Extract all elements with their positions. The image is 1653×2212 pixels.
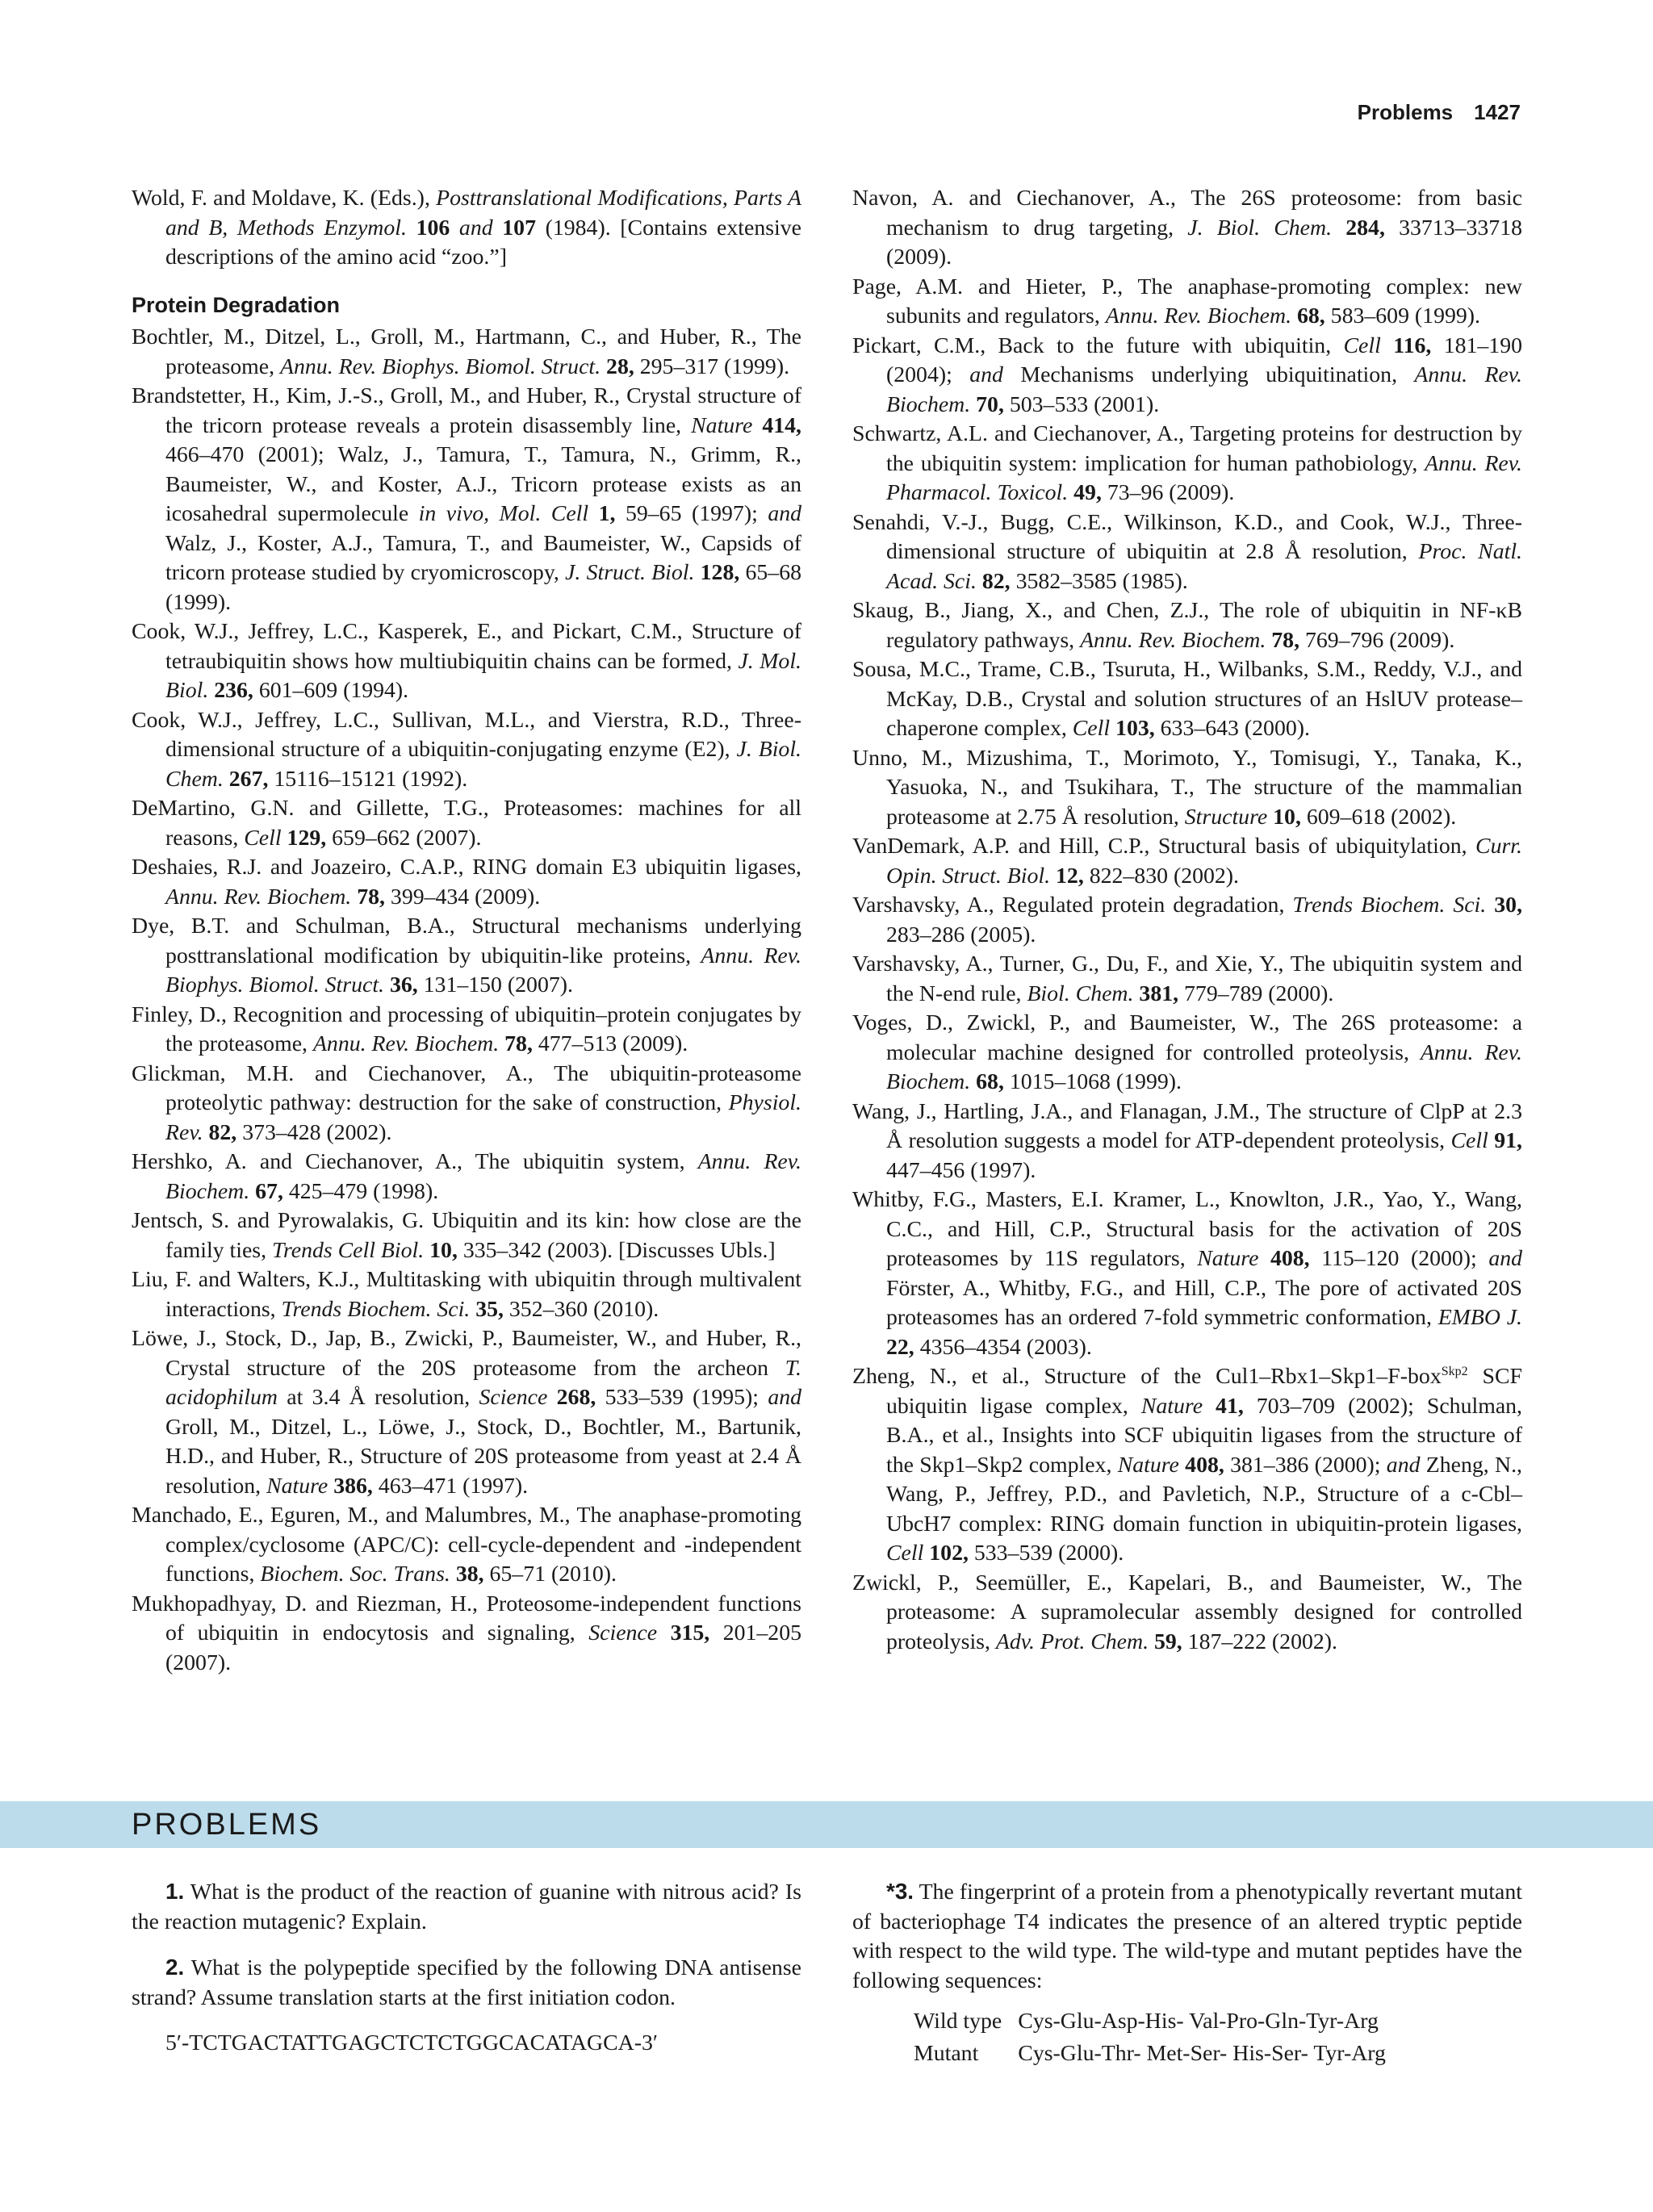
reference-text: and	[969, 362, 1003, 387]
reference-text: 102,	[929, 1541, 969, 1566]
reference-text: 30,	[1494, 893, 1523, 918]
reference-text: Annu. Rev. Biochem.	[312, 1031, 500, 1056]
reference-text: 68,	[976, 1069, 1004, 1094]
reference-text: Förster, A., Whitby, F.G., and Hill, C.P., The pore of activated 20S proteasomes has an ordered 7-fold symmetric conformation,	[886, 1275, 1522, 1330]
reference-text: 352–360 (2010).	[503, 1296, 659, 1322]
reference-entry	[132, 1060, 801, 1148]
reference-text: 283–286 (2005).	[886, 922, 1036, 947]
reference-text: 15116–15121 (1992).	[268, 766, 468, 792]
reference-text: 408,	[1185, 1452, 1224, 1478]
reference-text: Wang, J., Hartling, J.A., and Flanagan, J.M., The structure of ClpP at 2.3 Å resolution suggests a model for ATP-dependent proteolysis,	[852, 1098, 1522, 1153]
reference-text: 36,	[389, 972, 418, 997]
reference-text: 103,	[1115, 716, 1155, 741]
reference-text: Curr. Opin. Struct. Biol.	[886, 834, 1522, 889]
reference-text: 503–533 (2001).	[1003, 391, 1160, 417]
reference-text	[1149, 1629, 1154, 1654]
problem-3-number: *3.	[886, 1879, 914, 1904]
reference-text: 12,	[1056, 863, 1084, 889]
reference-entry	[132, 617, 801, 706]
reference-text: VanDemark, A.P. and Hill, C.P., Structural basis of ubiquitylation,	[852, 834, 1476, 859]
reference-text: 399–434 (2009).	[384, 884, 541, 909]
reference-text: Walz, J., Koster, A.J., Tamura, T., and Baumeister, W., Capsids of tricorn protease studied by cryomicroscopy,	[165, 530, 801, 585]
reference-text: in vivo, Mol. Cell	[418, 501, 589, 526]
reference-text: 22,	[886, 1334, 914, 1360]
reference-text: Nature	[1117, 1452, 1179, 1478]
reference-text: Trends Biochem. Sci.	[1292, 893, 1487, 918]
reference-text	[1291, 303, 1297, 328]
reference-text: Groll, M., Ditzel, L., Löwe, J., Stock, D., Bochtler, M., Bartunik, H.D., and Huber, R., Structure of 20S proteasome from yeast at 2.4 Å resolution,	[165, 1414, 801, 1499]
reference-text: 381–386 (2000);	[1224, 1452, 1387, 1478]
reference-text: Jentsch, S. and Pyrowalakis, G. Ubiquitin and its kin: how close are the family ties,	[132, 1208, 801, 1263]
reference-text: 65–68 (1999).	[165, 560, 802, 615]
reference-text: Proc. Natl. Acad. Sci.	[886, 539, 1522, 594]
reference-text: 414,	[762, 412, 801, 438]
reference-text: 65–71 (2010).	[483, 1562, 617, 1587]
reference-text: 335–342 (2003). [Discusses Ubls.]	[457, 1237, 776, 1263]
reference-text: Cook, W.J., Jeffrey, L.C., Kasperek, E., and Pickart, C.M., Structure of tetraubiquitin shows how multiubiquitin chains can be formed,	[132, 619, 801, 674]
reference-text: and	[768, 501, 802, 526]
reference-text: 91,	[1494, 1128, 1522, 1153]
references-protein-degradation-right	[852, 184, 1522, 1657]
reference-text: Brandstetter, H., Kim, J.-S., Groll, M., and Huber, R., Crystal structure of the tricorn protease reveals a protein disassembly line,	[132, 383, 801, 438]
reference-text: Navon, A. and Ciechanover, A., The 26S proteosome: from basic mechanism to drug targeting,	[852, 186, 1522, 240]
reference-entry	[852, 596, 1522, 655]
reference-entry	[852, 1098, 1522, 1186]
peptide-sequence: Cys-Glu-Asp-His- Val-Pro-Gln-Tyr-Arg	[1018, 2009, 1379, 2034]
reference-text	[601, 354, 606, 379]
reference-entry	[852, 420, 1522, 508]
reference-text: J. Biol. Chem.	[1187, 215, 1333, 240]
reference-text: Deshaies, R.J. and Joazeiro, C.A.P., RING domain E3 ubiquitin ligases,	[132, 855, 801, 880]
reference-entry	[132, 1001, 801, 1060]
reference-text: Annu. Rev. Biochem.	[165, 1149, 801, 1204]
reference-entry	[132, 706, 801, 795]
reference-entry	[132, 323, 801, 382]
reference-text: SCF ubiquitin ligase complex,	[886, 1364, 1522, 1419]
reference-text: Finley, D., Recognition and processing of ubiquitin–protein conjugates by the proteasome,	[132, 1001, 801, 1056]
reference-text: Zwickl, P., Seemüller, E., Kapelari, B., and Baumeister, W., The proteasome: A supramolecular assembly designed for controlled proteolysis,	[852, 1570, 1522, 1654]
reference-text: Zheng, N., et al., Structure of the Cul1–Rbx1–Skp1–F-box	[852, 1364, 1442, 1389]
reference-text	[694, 560, 700, 585]
reference-text: Whitby, F.G., Masters, E.I. Kramer, L., Knowlton, J.R., Yao, Y., Wang, C.C., and Hill, C.P., Structural basis for the activation of 20S proteasomes by 11S regulators,	[852, 1187, 1522, 1271]
reference-text: Dye, B.T. and Schulman, B.A., Structural mechanisms underlying posttranslational modification by ubiquitin-like proteins,	[132, 914, 801, 968]
reference-entry	[852, 1009, 1522, 1098]
reference-text: Annu. Rev. Biochem.	[886, 1039, 1522, 1094]
reference-text: Wold, F. and Moldave, K. (Eds.),	[132, 186, 437, 211]
reference-text	[1110, 716, 1115, 741]
problem-2-text: What is the polypeptide specified by the following DNA antisense strand? Assume translation starts at the first initiation codon.	[132, 1955, 801, 2010]
reference-text: 633–643 (2000).	[1154, 716, 1310, 741]
reference-text: Löwe, J., Stock, D., Jap, B., Zwicki, P., Baumeister, W., and Huber, R., Crystal structure of the 20S proteasome from the archeon	[132, 1326, 801, 1381]
reference-text: 181–190 (2004);	[886, 332, 1522, 387]
reference-text: 82,	[981, 568, 1011, 594]
reference-entry	[132, 184, 801, 273]
reference-entry	[852, 508, 1522, 597]
reference-text: 38,	[455, 1562, 484, 1587]
reference-text: Nature	[266, 1473, 329, 1499]
reference-entry	[132, 1206, 801, 1265]
reference-text: 49,	[1073, 480, 1102, 505]
reference-text: Varshavsky, A., Regulated protein degradation,	[852, 893, 1293, 918]
running-header-section: Problems	[1357, 100, 1454, 124]
reference-text: 533–539 (1995);	[596, 1385, 768, 1410]
reference-text: 82,	[208, 1119, 237, 1145]
problem-1	[132, 1877, 801, 1937]
reference-text: 236,	[214, 678, 253, 703]
reference-entry	[132, 382, 801, 617]
reference-text: J. Struct. Biol.	[565, 560, 695, 585]
reference-text	[657, 1620, 670, 1645]
reference-text: 68,	[1296, 303, 1325, 328]
reference-entry	[132, 794, 801, 853]
reference-text: 447–456 (1997).	[886, 1157, 1036, 1183]
peptide-sequence-table	[914, 2005, 1402, 2070]
problems-right-column	[852, 1877, 1522, 2070]
reference-entry	[852, 655, 1522, 744]
reference-text: Cell	[244, 825, 282, 851]
reference-entry	[852, 950, 1522, 1009]
reference-text: EMBO J.	[1437, 1305, 1522, 1330]
reference-text: Adv. Prot. Chem.	[995, 1629, 1149, 1654]
reference-text: (1984). [Contains extensive descriptions of the amino acid “zoo.”]	[165, 215, 801, 270]
reference-text: 769–796 (2009).	[1299, 627, 1455, 653]
reference-text: and	[458, 215, 493, 240]
reference-text: Schwartz, A.L. and Ciechanover, A., Targeting proteins for destruction by the ubiquitin system: implication for human pathobiology,	[852, 421, 1522, 476]
references-protein-degradation-left	[132, 323, 801, 1678]
reference-text: 115–120 (2000);	[1309, 1246, 1489, 1271]
reference-entry	[852, 832, 1522, 891]
references-left-column	[132, 184, 801, 1678]
reference-text: Mukhopadhyay, D. and Riezman, H., Proteosome-independent functions of ubiquitin in endocytosis and signaling,	[132, 1591, 801, 1645]
reference-entry	[132, 1590, 801, 1679]
reference-text: 116,	[1393, 332, 1432, 358]
reference-text: T. acidophilum	[165, 1355, 801, 1410]
reference-entry	[852, 184, 1522, 273]
page-number: 1427	[1474, 100, 1521, 124]
reference-entry	[852, 1569, 1522, 1658]
dna-sequence: 5′-TCTGACTATTGAGCTCTCTGGCACATAGCA-3′	[165, 2030, 658, 2055]
reference-entry	[132, 1324, 801, 1501]
reference-text: Annu. Rev. Biochem.	[165, 884, 352, 909]
reference-text: Senahdi, V.-J., Bugg, C.E., Wilkinson, K.D., and Cook, W.J., Three-dimensional structure of ubiquitin at 2.8 Å resolution,	[852, 509, 1522, 564]
reference-text	[1332, 215, 1345, 240]
reference-text: Trends Cell Biol.	[272, 1237, 425, 1263]
reference-text	[203, 1120, 209, 1145]
reference-text: DeMartino, G.N. and Gillette, T.G., Proteasomes: machines for all reasons,	[132, 796, 801, 851]
reference-text: 381,	[1139, 981, 1179, 1006]
reference-entry	[852, 332, 1522, 420]
reference-text: 477–513 (2009).	[532, 1031, 688, 1056]
reference-text	[1050, 863, 1056, 889]
peptide-sequence: Cys-Glu-Thr- Met-Ser- His-Ser- Tyr-Arg	[1018, 2041, 1386, 2066]
reference-text: Annu. Rev. Biophys. Biomol. Struct.	[165, 943, 801, 997]
reference-text: 131–150 (2007).	[417, 972, 573, 997]
reference-text: 59–65 (1997);	[615, 501, 768, 526]
reference-text: and	[1386, 1452, 1421, 1478]
reference-entry	[852, 273, 1522, 332]
reference-text: Physiol. Rev.	[165, 1090, 801, 1145]
reference-text: Unno, M., Mizushima, T., Morimoto, Y., Tomisugi, Y., Tanaka, K., Yasuoka, N., and Tsukihara, T., The structure of the mammalian proteasome at 2.75 Å resolution,	[852, 745, 1522, 830]
reference-text	[1486, 893, 1494, 918]
reference-text	[224, 767, 229, 792]
reference-text: 1,	[598, 501, 616, 526]
problem-1-text: What is the product of the reaction of guanine with nitrous acid? Is the reaction mutagenic? Explain.	[132, 1880, 801, 1934]
reference-text	[1258, 1246, 1270, 1271]
reference-text	[384, 972, 390, 997]
reference-text: Varshavsky, A., Turner, G., Du, F., and Xie, Y., The ubiquitin system and the N-end rule,	[852, 951, 1522, 1006]
reference-text	[977, 569, 982, 594]
reference-text	[1203, 1394, 1216, 1419]
reference-text: Zheng, N., Wang, P., Jeffrey, P.D., and Pavletich, N.P., Structure of a c-Cbl–UbcH7 complex: RING domain function in ubiquitin-protein ligases,	[886, 1452, 1522, 1537]
reference-text: 583–609 (1999).	[1324, 303, 1480, 328]
peptide-name: Wild type	[914, 2009, 1002, 2034]
reference-text: Cook, W.J., Jeffrey, L.C., Sullivan, M.L., and Vierstra, R.D., Three-dimensional structure of a ubiquitin-conjugating enzyme (E2),	[132, 707, 801, 762]
reference-text	[450, 215, 459, 240]
reference-text: 129,	[287, 825, 327, 851]
reference-entry	[132, 1501, 801, 1590]
reference-text: Sousa, M.C., Trame, C.B., Tsuruta, H., Wilbanks, S.M., Reddy, V.J., and McKay, D.B., Crystal and solution structures of an HslUV protease–chaperone complex,	[852, 657, 1522, 741]
reference-text: Cell	[1450, 1128, 1488, 1153]
reference-text: Science	[588, 1620, 658, 1645]
reference-text: Page, A.M. and Hieter, P., The anaphase-promoting complex: new subunits and regulators,	[852, 274, 1522, 328]
reference-text: 822–830 (2002).	[1083, 863, 1240, 889]
reference-text: 78,	[1271, 627, 1300, 653]
problems-left-column	[132, 1877, 801, 2059]
references-right-column	[852, 184, 1522, 1657]
reference-text: 315,	[670, 1620, 710, 1645]
reference-text: J. Biol. Chem.	[165, 737, 801, 792]
reference-entry	[852, 744, 1522, 833]
reference-text: 10,	[429, 1237, 458, 1263]
reference-text: Biol. Chem.	[1027, 981, 1134, 1006]
reference-text: 201–205 (2007).	[165, 1620, 801, 1675]
reference-text: 78,	[504, 1031, 533, 1056]
reference-text: Science	[479, 1385, 548, 1410]
reference-text: 466–470 (2001); Walz, J., Tamura, T., Tamura, N., Grimm, R., Baumeister, W., and Koster, A.J., Tricorn protease exists as an icosahedral supermolecule	[165, 442, 801, 526]
reference-text: 28,	[606, 353, 634, 379]
reference-text: Nature	[1197, 1246, 1259, 1271]
reference-text	[493, 215, 503, 240]
reference-text: Nature	[691, 412, 753, 438]
problem-2	[132, 1953, 801, 2013]
reference-text: and	[768, 1385, 802, 1410]
reference-entry	[132, 912, 801, 1001]
reference-text: 35,	[475, 1296, 504, 1322]
reference-text: Annu. Rev. Pharmacol. Toxicol.	[886, 450, 1522, 505]
reference-text: 78,	[357, 884, 385, 909]
reference-text: 1015–1068 (1999).	[1003, 1069, 1182, 1094]
reference-text	[282, 826, 287, 851]
reference-text: Posttranslational Modifications, Parts A and B, Methods Enzymol.	[165, 186, 802, 240]
peptide-name: Mutant	[914, 2041, 979, 2066]
reference-text: 70,	[976, 391, 1004, 417]
reference-text: 73–96 (2009).	[1101, 480, 1235, 505]
reference-text: Bochtler, M., Ditzel, L., Groll, M., Hartmann, C., and Huber, R., The proteasome,	[132, 324, 801, 379]
reference-text: 609–618 (2002).	[1300, 804, 1457, 830]
reference-text: Skaug, B., Jiang, X., and Chen, Z.J., The role of ubiquitin in NF-κB regulatory pathways,	[852, 598, 1522, 653]
reference-text: Hershko, A. and Ciechanover, A., The ubiquitin system,	[132, 1149, 698, 1174]
reference-entry	[132, 1265, 801, 1324]
reference-text: Trends Biochem. Sci.	[281, 1296, 471, 1322]
reference-text: 128,	[700, 560, 740, 585]
reference-text: at 3.4 Å resolution,	[277, 1385, 479, 1410]
reference-text: Biochem. Soc. Trans.	[260, 1562, 450, 1587]
reference-text	[1381, 333, 1393, 358]
reference-entry	[852, 891, 1522, 950]
references-general	[132, 184, 801, 273]
problem-3-text: The fingerprint of a protein from a phenotypically revertant mutant of bacteriophage T4 indicates the presence of an altered tryptic peptide with respect to the wild type. The wild-type and mutant peptides have the following sequences:	[852, 1880, 1523, 1993]
running-header	[1358, 100, 1521, 125]
reference-text: Glickman, M.H. and Ciechanover, A., The ubiquitin-proteasome proteolytic pathway: destruction for the sake of construction,	[132, 1060, 801, 1115]
reference-entry	[852, 1362, 1522, 1569]
reference-text: 295–317 (1999).	[634, 353, 790, 379]
reference-entry	[852, 1185, 1522, 1362]
reference-text	[752, 413, 762, 438]
reference-text: 386,	[333, 1473, 373, 1499]
reference-text: 106	[416, 215, 450, 240]
reference-text	[588, 501, 599, 526]
reference-text: Annu. Rev. Biochem.	[1105, 303, 1292, 328]
reference-text: Liu, F. and Walters, K.J., Multitasking with ubiquitin through multivalent interactions,	[132, 1267, 801, 1322]
reference-text: 268,	[556, 1385, 596, 1410]
reference-text: 779–789 (2000).	[1178, 981, 1334, 1006]
reference-text: Manchado, E., Eguren, M., and Malumbres, M., The anaphase-promoting complex/cyclosome (APC/C): cell-cycle-dependent and -independent functions,	[132, 1503, 801, 1587]
reference-entry	[132, 1148, 801, 1206]
section-heading-protein-degradation: Protein Degradation	[132, 292, 341, 317]
reference-text: 33713–33718 (2009).	[886, 215, 1522, 270]
problem-2-number: 2.	[165, 1955, 185, 1980]
reference-text: Annu. Rev. Biophys. Biomol. Struct.	[280, 353, 601, 379]
peptide-row-mutant	[914, 2038, 1402, 2070]
reference-text	[547, 1385, 556, 1410]
reference-text: 10,	[1273, 804, 1301, 830]
reference-text: Nature	[1140, 1393, 1203, 1419]
reference-text: 533–539 (2000).	[968, 1541, 1124, 1566]
reference-text: 601–609 (1994).	[253, 678, 409, 703]
reference-text: Structure	[1184, 804, 1268, 830]
reference-text: Mechanisms underlying ubiquitination,	[1002, 362, 1415, 387]
reference-text: 373–428 (2002).	[236, 1119, 392, 1145]
reference-entry	[132, 853, 801, 912]
reference-text	[407, 215, 416, 240]
reference-text: 408,	[1270, 1246, 1310, 1271]
problem-3	[852, 1877, 1522, 1996]
reference-text: 703–709 (2002); Schulman, B.A., et al., Insights into SCF ubiquitin ligases from the structure of the Skp1–Skp2 complex,	[886, 1393, 1523, 1478]
reference-text: Annu. Rev. Biochem.	[886, 362, 1522, 417]
reference-text: 59,	[1153, 1629, 1182, 1654]
reference-text: and	[1488, 1246, 1523, 1271]
reference-text: Voges, D., Zwickl, P., and Baumeister, W., The 26S proteasome: a molecular machine designed for controlled proteolysis,	[852, 1010, 1522, 1065]
reference-text: Cell	[1072, 716, 1111, 741]
reference-text	[450, 1562, 456, 1587]
problem-1-number: 1.	[165, 1879, 185, 1904]
reference-text: 4356–4354 (2003).	[914, 1334, 1092, 1360]
reference-text: 267,	[228, 766, 269, 792]
reference-text: J. Mol. Biol.	[165, 648, 802, 703]
reference-text: 41,	[1216, 1393, 1244, 1419]
reference-text: 284,	[1345, 215, 1385, 240]
reference-text: Skp2	[1441, 1365, 1468, 1378]
peptide-row-wild-type	[914, 2005, 1402, 2038]
reference-text: 67,	[255, 1178, 283, 1204]
reference-text: 425–479 (1998).	[282, 1178, 439, 1204]
reference-text: Pickart, C.M., Back to the future with ubiquitin,	[852, 332, 1344, 358]
reference-text: 107	[502, 215, 536, 240]
reference-text: Cell	[886, 1541, 924, 1566]
reference-text: 3582–3585 (1985).	[1010, 568, 1188, 594]
reference-text: 187–222 (2002).	[1182, 1629, 1337, 1654]
reference-text: Annu. Rev. Biochem.	[1080, 627, 1266, 653]
problems-heading: PROBLEMS	[132, 1808, 322, 1842]
reference-text: Cell	[1343, 332, 1381, 358]
reference-text: 659–662 (2007).	[326, 825, 482, 851]
reference-text: 463–471 (1997).	[372, 1473, 529, 1499]
